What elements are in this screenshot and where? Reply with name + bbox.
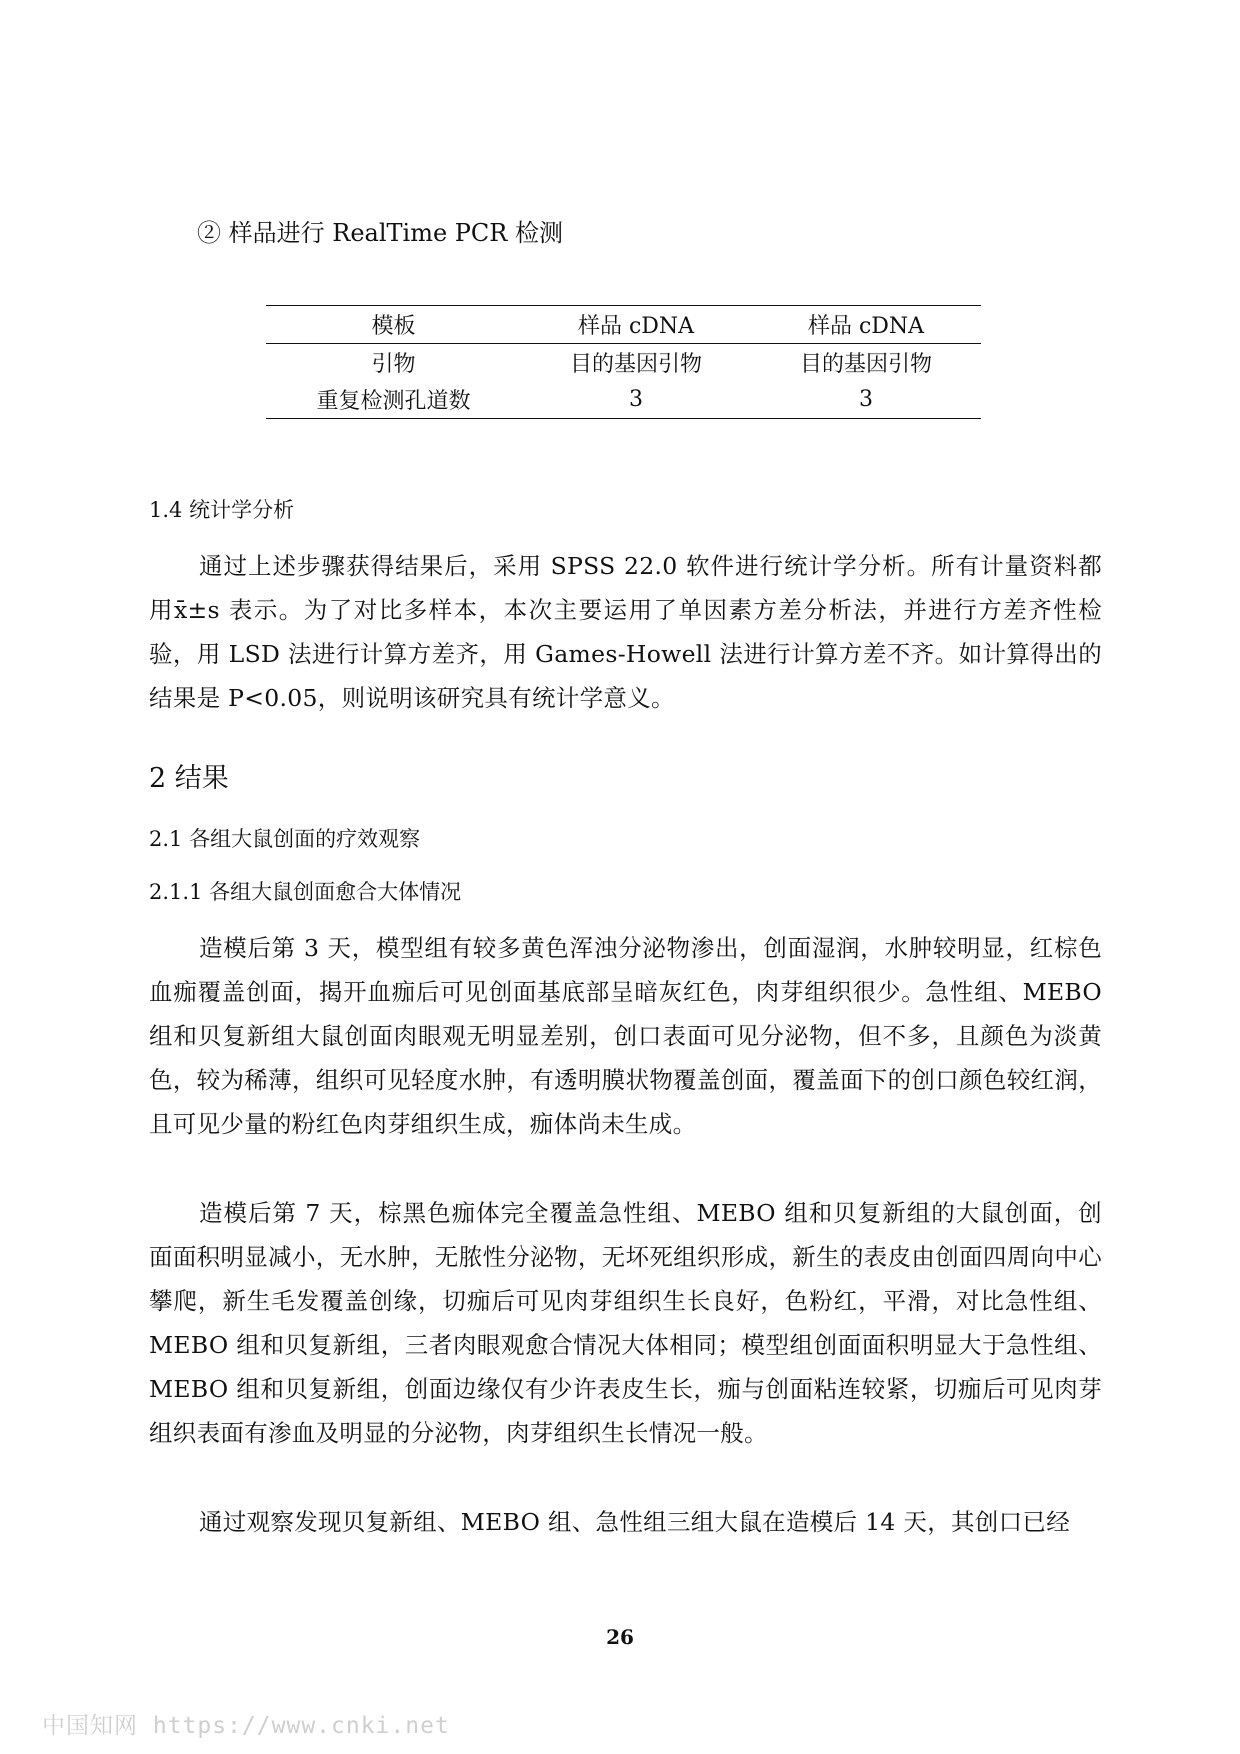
table-header-cell: 样品 cDNA bbox=[577, 314, 695, 339]
results-paragraph-day14: 通过观察发现贝复新组、MEBO 组、急性组三组大鼠在造模后 14 天，其创口已经 bbox=[199, 1508, 1070, 1536]
section-heading-2-1: 2.1 各组大鼠创面的疗效观察 bbox=[149, 827, 421, 851]
results-paragraph-day7: 造模后第 7 天，棕黑色痂体完全覆盖急性组、MEBO 组和贝复新组的大鼠创面，创面面积明显减小，无水肿，无脓性分泌物，无坏死组织形成，新生的表皮由创面四周向中心攀爬，新生毛发覆盖创缘，切痂后可见肉芽组织生长良好，色粉红，平滑，对比急性组、MEBO 组和贝复新组，三者肉眼观愈合情况大体相同；模型组创面面积明显大于急性组、MEBO 组和贝复新组，创面边缘仅有少许表皮生长，痂与创面粘连较紧，切痂后可见肉芽组织表面有渗血及明显的分泌物，肉芽组织生长情况一般。 bbox=[149, 1199, 1102, 1447]
table-row bbox=[266, 381, 981, 419]
table-cell: 目的基因引物 bbox=[569, 352, 702, 377]
section-heading-2-1-1: 2.1.1 各组大鼠创面愈合大体情况 bbox=[149, 880, 462, 904]
table-cell: 3 bbox=[629, 387, 643, 412]
results-paragraph-day3: 造模后第 3 天，模型组有较多黄色浑浊分泌物渗出，创面湿润，水肿较明显，红棕色血痂覆盖创面，揭开血痂后可见创面基底部呈暗灰红色，肉芽组织很少。急性组、MEBO 组和贝复新组大鼠创面肉眼观无明显差别，创口表面可见分泌物，但不多，且颜色为淡黄色，较为稀薄，组织可见轻度水肿，有透明膜状物覆盖创面，覆盖面下的创口颜色较红润，且可见少量的粉红色肉芽组织生成，痂体尚未生成。 bbox=[149, 934, 1102, 1138]
table-row bbox=[266, 344, 981, 382]
table-cell: 目的基因引物 bbox=[799, 352, 932, 377]
table-cell: 引物 bbox=[371, 352, 416, 377]
step-heading: ② 样品进行 RealTime PCR 检测 bbox=[197, 219, 563, 247]
table-cell: 重复检测孔道数 bbox=[316, 389, 471, 414]
table-cell: 3 bbox=[859, 387, 873, 412]
pcr-setup-table bbox=[266, 305, 981, 419]
table-header-cell: 模板 bbox=[371, 314, 416, 339]
page-number: 26 bbox=[606, 1625, 634, 1649]
table-header-cell: 样品 cDNA bbox=[807, 314, 925, 339]
section-heading-2: 2 结果 bbox=[149, 763, 229, 794]
section-heading-1-4: 1.4 统计学分析 bbox=[149, 498, 295, 522]
statistics-paragraph: 通过上述步骤获得结果后，采用 SPSS 22.0 软件进行统计学分析。所有计量资料都用x̄±s 表示。为了对比多样本，本次主要运用了单因素方差分析法，并进行方差齐性检验，用 LSD 法进行计算方差齐，用 Games-Howell 法进行计算方差不齐。如计算得出的结果是 P<0.05，则说明该研究具有统计学意义。 bbox=[149, 552, 1102, 712]
cnki-watermark: 中国知网 https://www.cnki.net bbox=[42, 1713, 450, 1739]
table-header-row bbox=[266, 306, 981, 344]
